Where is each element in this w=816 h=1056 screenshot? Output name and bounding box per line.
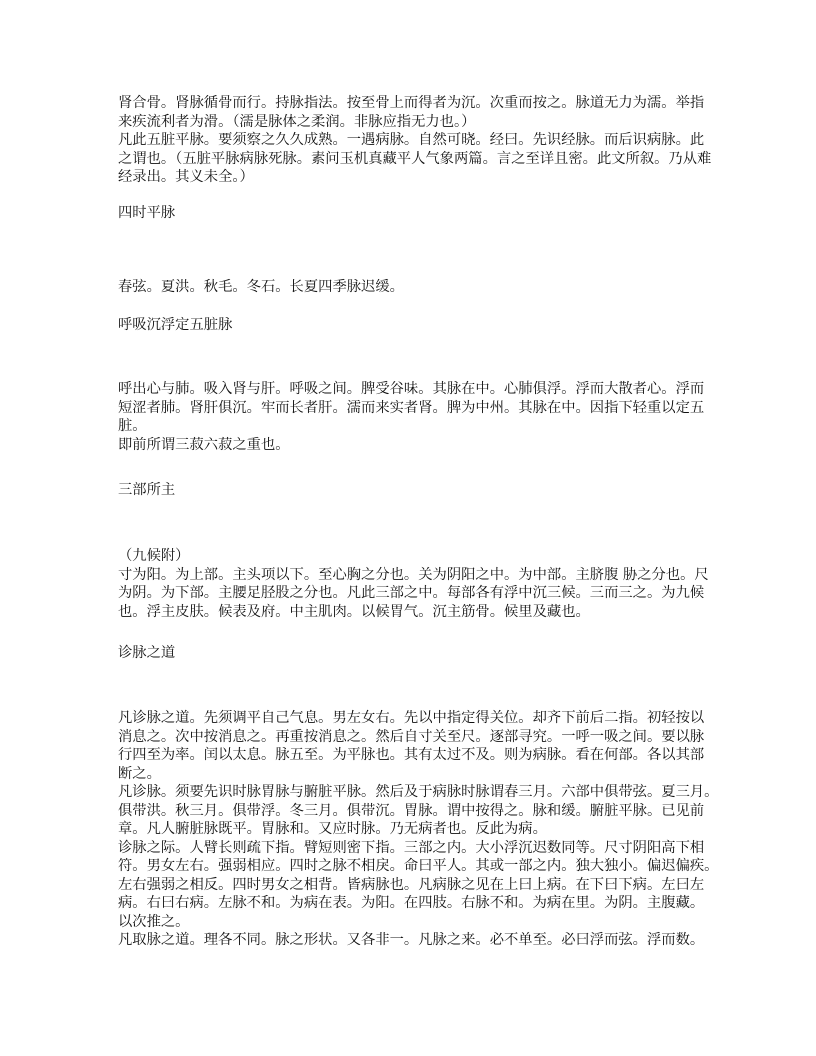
- paragraph-kidney-pulse: [118, 94, 712, 187]
- text-line: 俱带洪。秋三月。俱带浮。冬三月。俱带沉。胃脉。谓中按得之。脉和缓。腑脏平脉。已见前: [118, 802, 705, 819]
- text-line: 肾合骨。肾脉循骨而行。持脉指法。按至骨上而得者为沉。次重而按之。脉道无力为濡。举指: [118, 95, 705, 111]
- text-line: 来疾流利者为滑。（濡是脉体之柔润。非脉应指无力也。）: [118, 113, 476, 130]
- text-line: 凡诊脉。须要先识时脉胃脉与腑脏平脉。然后及于病脉时脉谓春三月。六部中俱带弦。夏三月。: [118, 784, 719, 800]
- text-line: 以次推之。: [118, 913, 190, 930]
- text-line: 病。右曰右病。左脉不和。为病在表。为阳。在四肢。右脉不和。为病在里。为阴。主腹藏。: [118, 895, 705, 911]
- section-heading: 呼吸沉浮定五脏脉: [118, 317, 233, 333]
- text-line: 章。凡人腑脏脉既平。胃脉和。又应时脉。乃无病者也。反此为病。: [118, 821, 547, 837]
- text-line: 诊脉之际。人臂长则疏下指。臂短则密下指。三部之内。大小浮沉迟数同等。尺寸阴阳高下相: [118, 839, 705, 856]
- text-line: 为阴。为下部。主腰足胫股之分也。凡此三部之中。每部各有浮中沉三候。三而三之。为九候: [118, 585, 705, 601]
- text-line: 脏。: [118, 418, 147, 434]
- paragraph-breathing: [118, 380, 705, 454]
- paragraph-pulse-method: [118, 709, 719, 950]
- text-line: 经录出。其义未全。）: [118, 169, 254, 185]
- text-line: 行四至为率。闰以太息。脉五至。为平脉也。其有太过不及。则为病脉。看在何部。各以其部: [118, 747, 705, 763]
- text-line: 断之。: [118, 765, 161, 782]
- text-line: 凡诊脉之道。先须调平自己气息。男左女右。先以中指定得关位。却齐下前后二指。初轻按以: [118, 710, 705, 726]
- text-line: 凡此五脏平脉。要须察之久久成熟。一遇病脉。自然可晓。经曰。先识经脉。而后识病脉。此: [118, 132, 705, 148]
- paragraph-four-seasons: [118, 278, 700, 297]
- paragraph-three-parts: [118, 547, 709, 621]
- text-line: 消息之。次中按消息之。再重按消息之。然后自寸关至尺。逐部寻究。一呼一吸之间。要以脉: [118, 728, 705, 745]
- text-line: 左右强弱之相反。四时男女之相背。皆病脉也。凡病脉之见在上曰上病。在下曰下病。左曰左: [118, 876, 705, 893]
- text-line: 即前所谓三菽六菽之重也。: [118, 436, 290, 453]
- text-line: 凡取脉之道。理各不同。脉之形状。又各非一。凡脉之来。必不单至。必曰浮而弦。浮而数。: [118, 932, 705, 948]
- text-line: 之谓也。（五脏平脉病脉死脉。素问玉机真藏平人气象两篇。言之至详且密。此文所叙。乃从难: [118, 150, 712, 167]
- section-heading: 诊脉之道: [118, 645, 176, 661]
- section-heading: 四时平脉: [118, 205, 176, 221]
- text-line: 寸为阳。为上部。主头项以下。至心胸之分也。关为阴阳之中。为中部。主脐腹 胁之分也。尺: [118, 566, 709, 583]
- text-line: 呼出心与肺。吸入肾与肝。呼吸之间。脾受谷味。其脉在中。心肺俱浮。浮而大散者心。浮而: [118, 381, 705, 397]
- section-heading: 三部所主: [118, 482, 176, 498]
- text-line: 春弦。夏洪。秋毛。冬石。长夏四季脉迟缓。: [118, 279, 404, 295]
- text-line: 也。浮主皮肤。候表及府。中主肌肉。以候胃气。沉主筋骨。候里及藏也。: [118, 603, 590, 620]
- text-line: （九候附）: [118, 548, 190, 564]
- text-line: 符。男女左右。强弱相应。四时之脉不相戾。命曰平人。其或一部之内。独大独小。偏迟偏疾。: [118, 858, 719, 874]
- text-line: 短涩者肺。肾肝俱沉。牢而长者肝。濡而来实者肾。脾为中州。其脉在中。因指下轻重以定五: [118, 399, 705, 416]
